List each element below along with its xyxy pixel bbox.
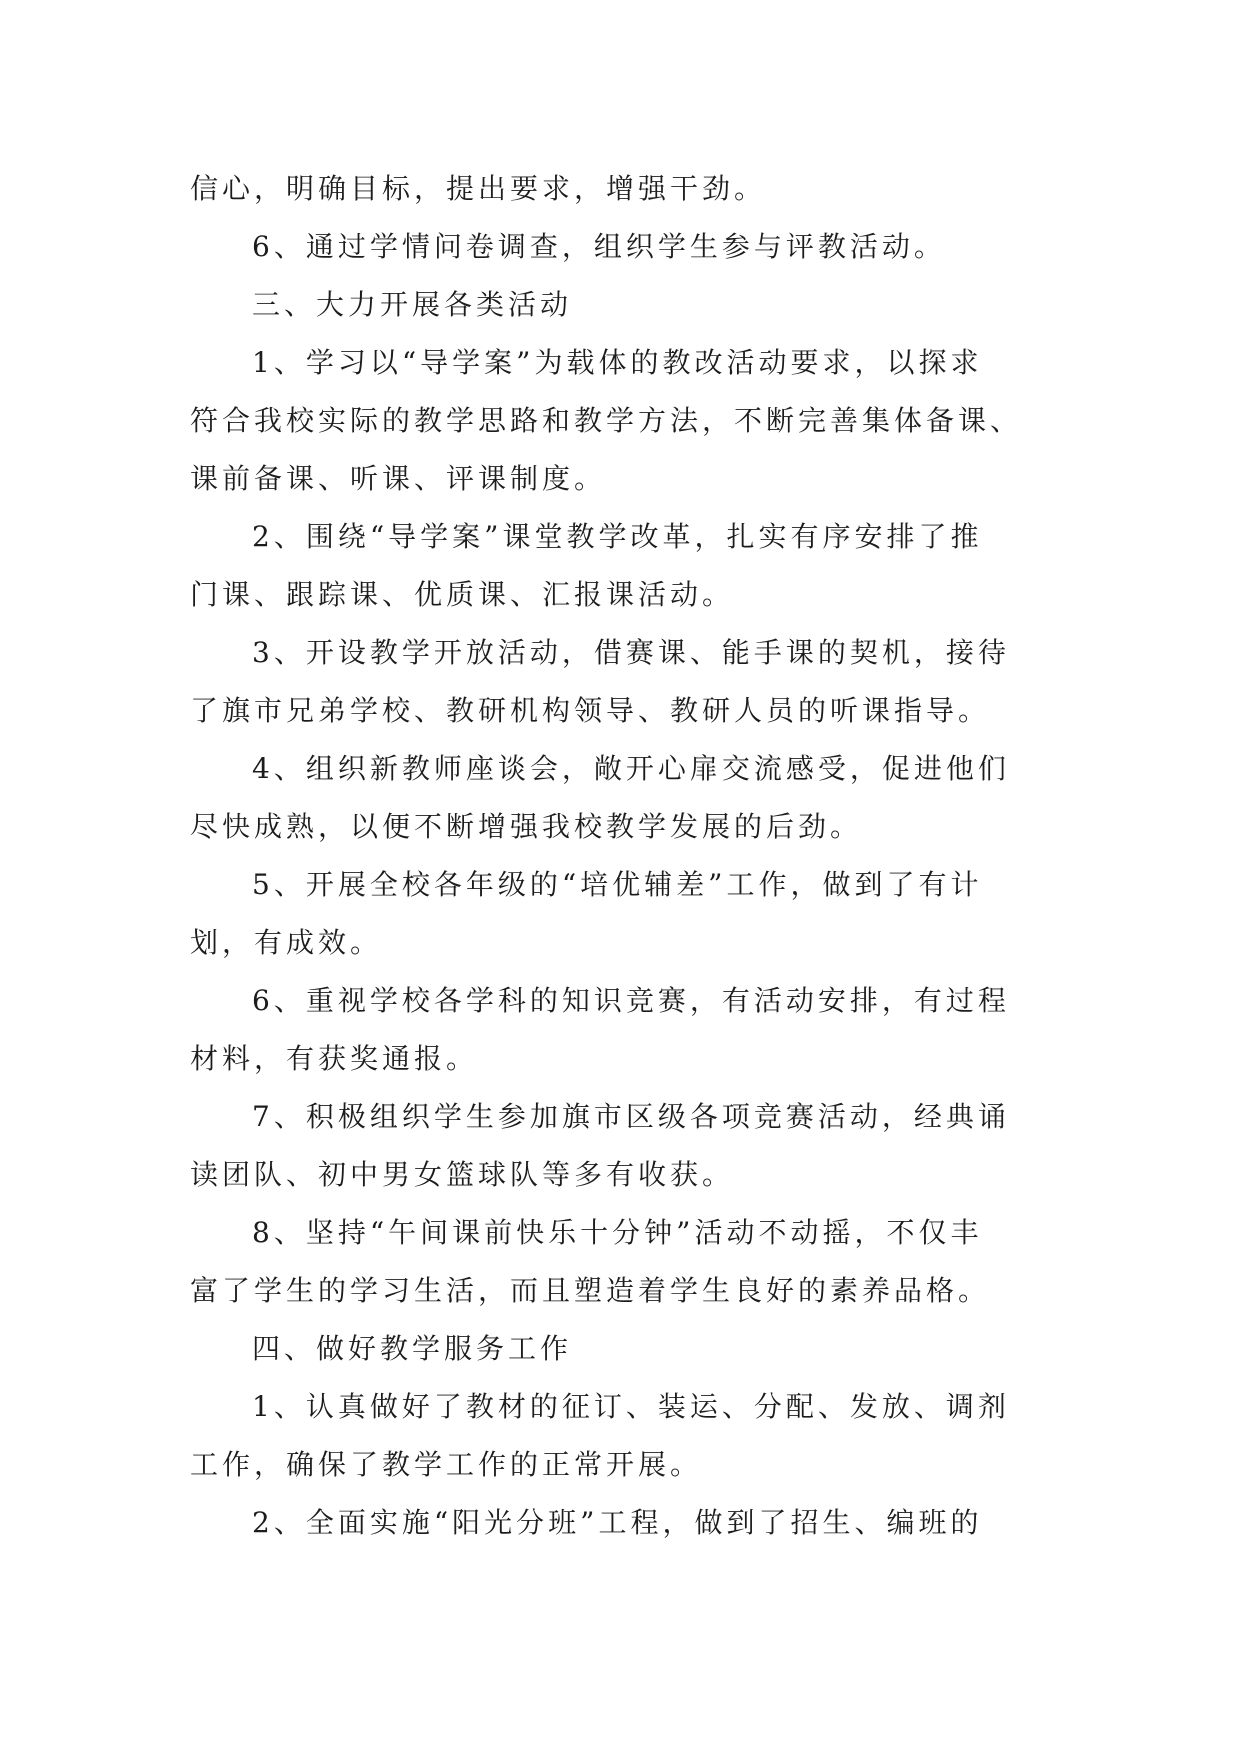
text-line: 3、开设教学开放活动，借赛课、能手课的契机，接待: [252, 636, 1010, 669]
text-line: 尽快成熟，以便不断增强我校教学发展的后劲。: [190, 810, 863, 843]
text-line: 1、学习以“导学案”为载体的教改活动要求，以探求: [252, 346, 983, 379]
text-line: 7、积极组织学生参加旗市区级各项竞赛活动，经典诵: [252, 1100, 1010, 1133]
text-line: 8、坚持“午间课前快乐十分钟”活动不动摇，不仅丰: [252, 1216, 983, 1249]
text-line: 6、重视学校各学科的知识竞赛，有活动安排，有过程: [252, 984, 1010, 1017]
text-line: 了旗市兄弟学校、教研机构领导、教研人员的听课指导。: [190, 694, 991, 727]
text-line: 1、认真做好了教材的征订、装运、分配、发放、调剂: [252, 1390, 1010, 1423]
text-line: 富了学生的学习生活，而且塑造着学生良好的素养品格。: [190, 1274, 991, 1307]
text-line: 材料，有获奖通报。: [190, 1042, 479, 1075]
text-line: 读团队、初中男女篮球队等多有收获。: [190, 1158, 735, 1191]
text-line: 符合我校实际的教学思路和教学方法，不断完善集体备课、: [190, 404, 1023, 437]
text-line: 工作，确保了教学工作的正常开展。: [190, 1448, 703, 1481]
text-line: 门课、跟踪课、优质课、汇报课活动。: [190, 578, 735, 611]
text-line: 信心，明确目标，提出要求，增强干劲。: [190, 172, 767, 205]
text-line: 4、组织新教师座谈会，敞开心扉交流感受，促进他们: [252, 752, 1010, 785]
text-line: 课前备课、听课、评课制度。: [190, 462, 607, 495]
text-line: 2、全面实施“阳光分班”工程，做到了招生、编班的: [252, 1506, 983, 1539]
document-body: [190, 160, 1070, 1552]
text-line: 6、通过学情问卷调查，组织学生参与评教活动。: [252, 230, 946, 263]
section-heading: 四、做好教学服务工作: [252, 1332, 573, 1365]
text-line: 5、开展全校各年级的“培优辅差”工作，做到了有计: [252, 868, 983, 901]
text-line: 2、围绕“导学案”课堂教学改革，扎实有序安排了推: [252, 520, 983, 553]
text-line: 划，有成效。: [190, 926, 383, 959]
section-heading: 三、大力开展各类活动: [252, 288, 573, 321]
